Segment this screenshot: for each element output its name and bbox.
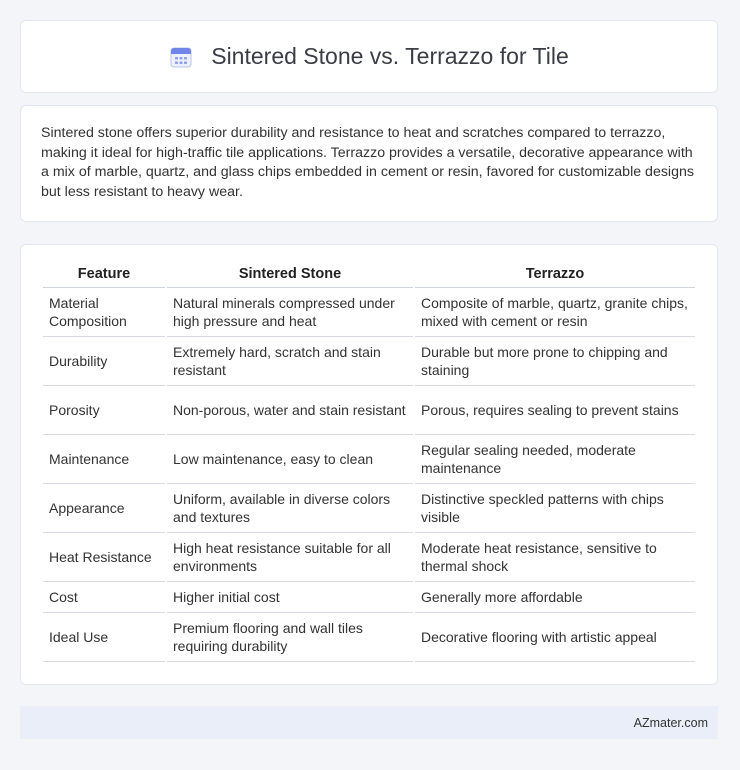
terrazzo-cell: Durable but more prone to chipping and staining	[415, 337, 695, 386]
title-card	[20, 20, 718, 93]
page-title: Sintered Stone vs. Terrazzo for Tile	[211, 43, 569, 69]
calendar-icon	[169, 45, 193, 69]
sintered-stone-cell: Non-porous, water and stain resistant	[167, 386, 413, 435]
table-row	[43, 484, 695, 533]
feature-cell: Maintenance	[43, 435, 165, 484]
feature-cell: Ideal Use	[43, 613, 165, 662]
feature-cell: Durability	[43, 337, 165, 386]
table-row	[43, 533, 695, 582]
sintered-stone-cell: Higher initial cost	[167, 582, 413, 613]
footer	[20, 706, 718, 739]
table-row	[43, 613, 695, 662]
summary-card	[20, 105, 718, 222]
sintered-stone-cell: Extremely hard, scratch and stain resistant	[167, 337, 413, 386]
table-row	[43, 386, 695, 435]
terrazzo-cell: Distinctive speckled patterns with chips visible	[415, 484, 695, 533]
sintered-stone-cell: Low maintenance, easy to clean	[167, 435, 413, 484]
table-row	[43, 337, 695, 386]
terrazzo-cell: Regular sealing needed, moderate maintenance	[415, 435, 695, 484]
feature-cell: Porosity	[43, 386, 165, 435]
column-header-sintered-stone: Sintered Stone	[167, 261, 413, 288]
table-row	[43, 582, 695, 613]
feature-cell: Appearance	[43, 484, 165, 533]
sintered-stone-cell: High heat resistance suitable for all environments	[167, 533, 413, 582]
terrazzo-cell: Composite of marble, quartz, granite chips, mixed with cement or resin	[415, 288, 695, 337]
terrazzo-cell: Decorative flooring with artistic appeal	[415, 613, 695, 662]
column-header-terrazzo: Terrazzo	[415, 261, 695, 288]
terrazzo-cell: Porous, requires sealing to prevent stains	[415, 386, 695, 435]
comparison-table	[41, 261, 697, 662]
sintered-stone-cell: Natural minerals compressed under high pressure and heat	[167, 288, 413, 337]
sintered-stone-cell: Uniform, available in diverse colors and textures	[167, 484, 413, 533]
feature-cell: Heat Resistance	[43, 533, 165, 582]
table-row	[43, 288, 695, 337]
feature-cell: Material Composition	[43, 288, 165, 337]
footer-brand: AZmater.com	[633, 715, 708, 730]
summary-text: Sintered stone offers superior durability and resistance to heat and scratches compared to terrazzo, making it ideal for high-traffic tile applications. Terrazzo provides a versatile, decorative appearance with a mix of marble, quartz, and glass chips embedded in cement or resin, favored for customizable designs but less resistant to heavy wear.	[41, 125, 694, 200]
table-header-row	[43, 261, 695, 288]
comparison-table-card	[20, 244, 718, 685]
table-row	[43, 435, 695, 484]
column-header-feature: Feature	[43, 261, 165, 288]
terrazzo-cell: Generally more affordable	[415, 582, 695, 613]
sintered-stone-cell: Premium flooring and wall tiles requiring durability	[167, 613, 413, 662]
terrazzo-cell: Moderate heat resistance, sensitive to thermal shock	[415, 533, 695, 582]
feature-cell: Cost	[43, 582, 165, 613]
